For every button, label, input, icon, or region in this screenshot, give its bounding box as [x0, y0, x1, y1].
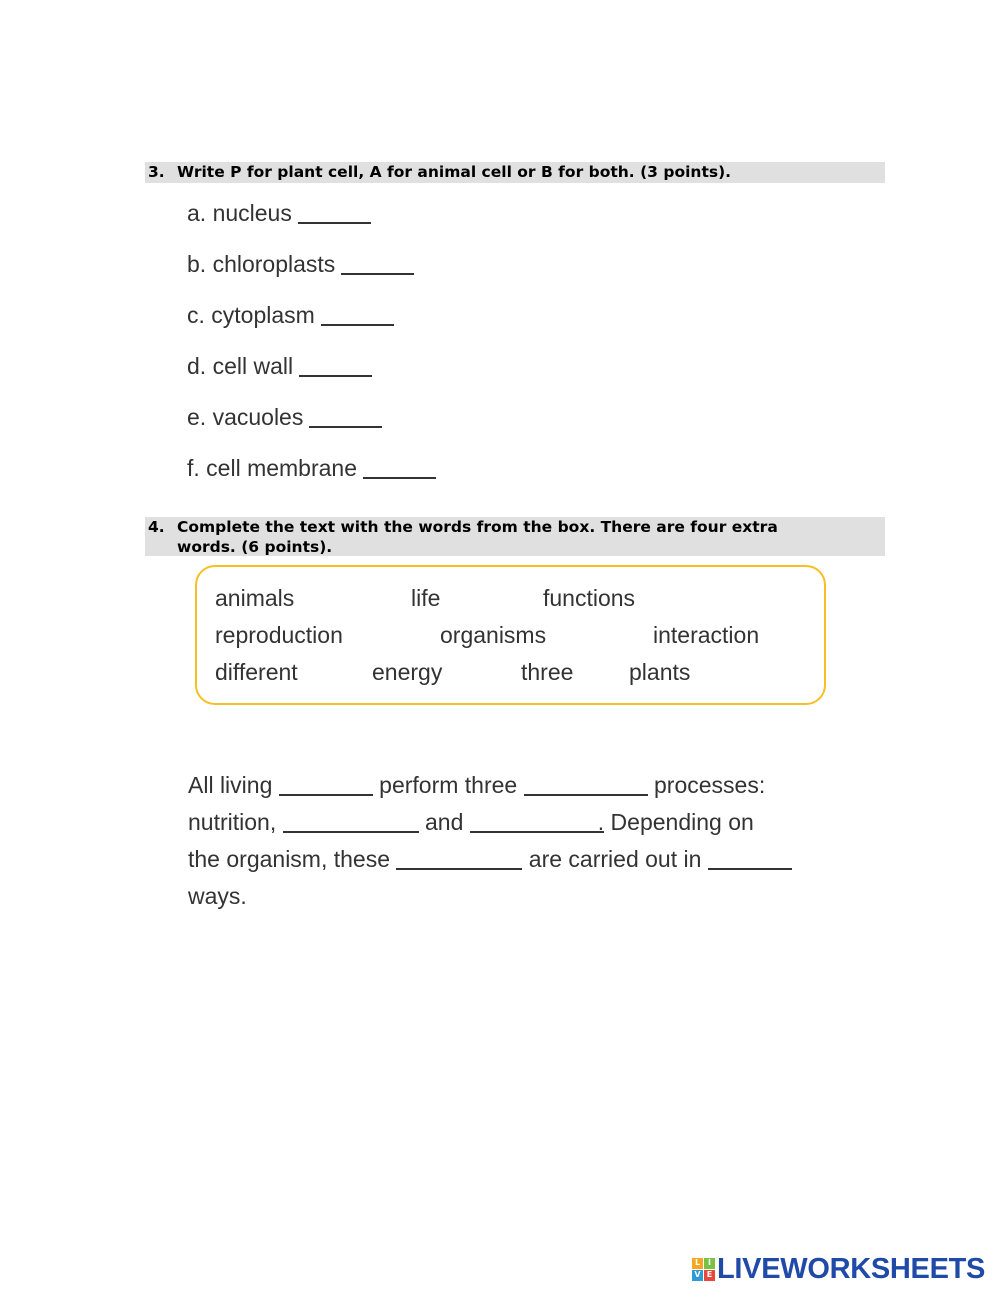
passage-text: perform three [379, 772, 518, 798]
list-item [187, 251, 414, 278]
answer-blank[interactable] [396, 867, 522, 870]
item-label: b. chloroplasts [187, 251, 336, 277]
word-box [195, 565, 826, 705]
word-reproduction: reproduction [215, 622, 343, 648]
answer-blank[interactable] [708, 867, 792, 870]
passage-text: ways. [188, 883, 247, 909]
word-interaction: interaction [653, 622, 760, 648]
word-animals: animals [215, 585, 295, 611]
word-energy: energy [372, 659, 443, 685]
list-item [187, 302, 394, 329]
logo-letter-l: L [692, 1258, 703, 1269]
item-label: a. nucleus [187, 200, 292, 226]
question-4-number: 4. [148, 518, 165, 536]
answer-blank[interactable] [341, 272, 414, 275]
passage-text: All living [188, 772, 273, 798]
word-life: life [411, 585, 441, 611]
passage-line-3 [188, 846, 792, 873]
passage-text: . Depending on [597, 809, 754, 835]
question-4-instruction-line1: Complete the text with the words from the box. There are four extra [177, 518, 778, 536]
brand-name: LIVEWORKSHEETS [717, 1252, 986, 1285]
passage-line-4 [188, 883, 247, 910]
question-3-number: 3. [148, 163, 165, 181]
item-label: c. cytoplasm [187, 302, 315, 328]
word-different: different [215, 659, 298, 685]
logo-letter-e: E [704, 1270, 715, 1281]
list-item [187, 353, 372, 380]
logo-letter-v: V [692, 1270, 703, 1281]
answer-blank[interactable] [470, 830, 604, 833]
item-label: e. vacuoles [187, 404, 304, 430]
answer-blank[interactable] [298, 221, 371, 224]
passage-line-1 [188, 772, 765, 799]
passage-text: the organism, these [188, 846, 391, 872]
list-item [187, 200, 371, 227]
item-label: d. cell wall [187, 353, 294, 379]
word-functions: functions [543, 585, 636, 611]
logo-letter-i: I [704, 1258, 715, 1269]
list-item [187, 404, 382, 431]
word-three: three [521, 659, 574, 685]
question-4-header [145, 517, 885, 556]
answer-blank[interactable] [283, 830, 419, 833]
liveworksheets-brand[interactable] [692, 1253, 985, 1285]
liveworksheets-logo-icon [692, 1258, 715, 1281]
answer-blank[interactable] [524, 793, 648, 796]
passage-text: are carried out in [528, 846, 702, 872]
item-label: f. cell membrane [187, 455, 358, 481]
passage-line-2 [188, 809, 754, 836]
passage-text: processes: [654, 772, 766, 798]
answer-blank[interactable] [299, 374, 372, 377]
list-item [187, 455, 436, 482]
question-3-header [145, 162, 885, 183]
passage-text: and [425, 809, 464, 835]
question-3-instruction: Write P for plant cell, A for animal cell or B for both. (3 points). [177, 163, 732, 181]
passage-text: nutrition, [188, 809, 277, 835]
answer-blank[interactable] [363, 476, 436, 479]
answer-blank[interactable] [321, 323, 394, 326]
word-plants: plants [629, 659, 691, 685]
answer-blank[interactable] [279, 793, 373, 796]
answer-blank[interactable] [309, 425, 382, 428]
question-4-instruction-line2: words. (6 points). [177, 538, 333, 556]
word-organisms: organisms [440, 622, 547, 648]
